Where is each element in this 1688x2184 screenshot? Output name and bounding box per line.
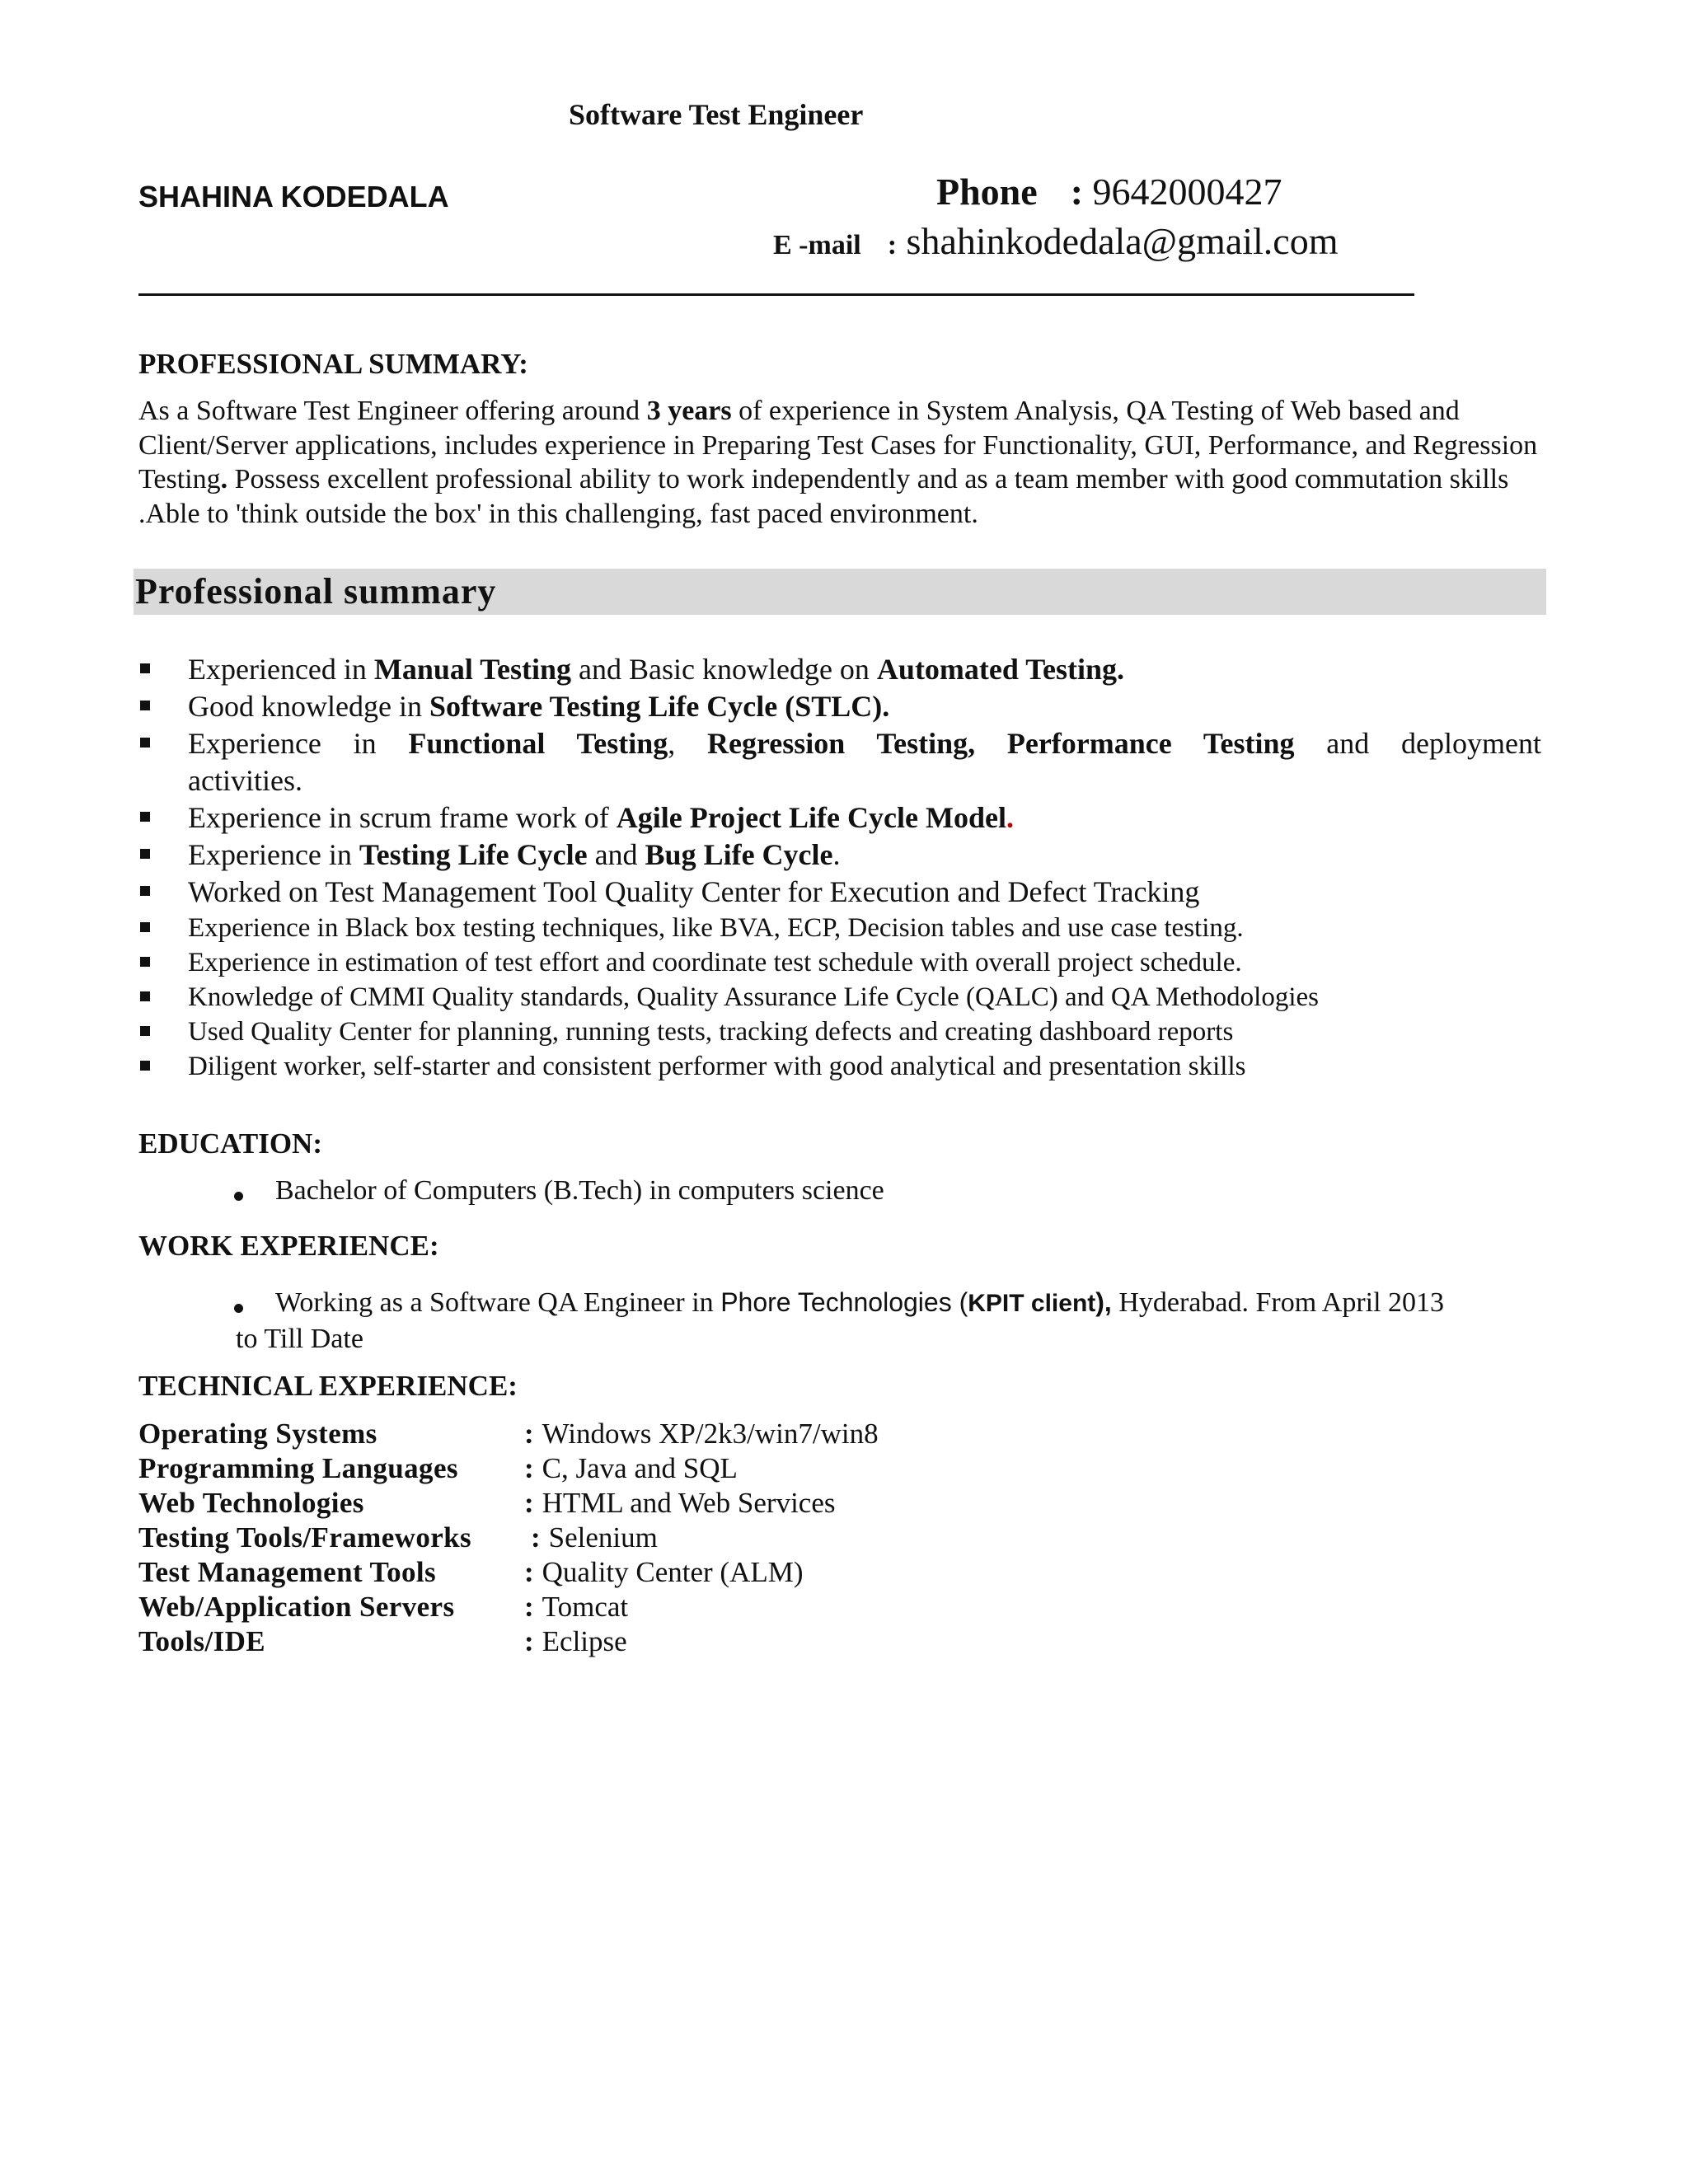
bullet-text: Experience in (188, 838, 359, 871)
education-heading: EDUCATION: (138, 1127, 322, 1160)
tech-value (524, 1591, 628, 1624)
list-item (138, 980, 1541, 1015)
bullet-bold-text: Regression Testing, Performance Testing (706, 727, 1295, 760)
bullet-text: activities. (188, 764, 302, 797)
tech-colon: : (531, 1521, 541, 1554)
phone-label: Phone (936, 171, 1038, 213)
tech-key: Programming Languages (138, 1452, 458, 1484)
work-text: Working as a Software QA Engineer in (275, 1287, 721, 1318)
tech-key: Web/Application Servers (138, 1591, 455, 1623)
square-bullet-icon (140, 701, 150, 710)
bullet-text: Knowledge of CMMI Quality standards, Quality Assurance Life Cycle (QALC) and QA Methodologies (188, 982, 1319, 1012)
tech-key: Testing Tools/Frameworks (138, 1521, 472, 1554)
square-bullet-icon (140, 812, 150, 822)
phone-colon: : (1070, 171, 1084, 213)
bullet-bold-text: Testing Life Cycle (359, 838, 588, 871)
square-bullet-icon (140, 1026, 150, 1036)
header-divider (138, 293, 1414, 296)
bullet-text: and (587, 838, 645, 871)
square-bullet-icon (140, 957, 150, 967)
work-text: Hyderabad. From April 2013 (1111, 1287, 1445, 1318)
bullet-bold-text: Software Testing Life Cycle (STLC). (429, 690, 890, 723)
email-label: E -mail (773, 230, 861, 260)
tech-colon: : (524, 1452, 534, 1484)
list-item (138, 688, 1541, 725)
summary-text-part: Possess excellent professional ability to work independently and as a team member with good commutation skills .Able to 'think outside the box' in this challenging, fast paced environment. (138, 464, 1509, 529)
bullet-text: Experience in Black box testing techniques, like BVA, ECP, Decision tables and use case testing. (188, 913, 1244, 943)
square-bullet-icon (140, 991, 150, 1001)
email-line (773, 219, 1339, 263)
client-name: KPIT client (968, 1290, 1096, 1317)
list-item (138, 1049, 1541, 1084)
tech-key: Test Management Tools (138, 1556, 437, 1588)
tech-value (524, 1556, 804, 1589)
candidate-name: SHAHINA KODEDALA (138, 180, 449, 213)
tech-colon: : (524, 1591, 534, 1623)
tech-value-text: Eclipse (542, 1625, 627, 1657)
bullet-text: Diligent worker, self-starter and consistent performer with good analytical and presentation skills (188, 1052, 1246, 1081)
tech-key: Operating Systems (138, 1418, 377, 1450)
bullet-text: Experience in estimation of test effort and coordinate test schedule with overall project schedule. (188, 948, 1242, 977)
bullet-text: Worked on Test Management Tool Quality Center for Execution and Defect Tracking (188, 875, 1200, 908)
phone-value: 9642000427 (1092, 171, 1282, 213)
bullet-text: Good knowledge in (188, 690, 429, 723)
company-name: Phore Technologies ( (720, 1287, 968, 1317)
work-text: ), (1095, 1287, 1112, 1317)
email-value: shahinkodedala@gmail.com (906, 220, 1339, 262)
bullet-bold-text: Functional Testing (408, 727, 668, 760)
professional-summary-text (138, 394, 1556, 531)
tech-value (524, 1452, 738, 1485)
technical-experience-heading: TECHNICAL EXPERIENCE: (138, 1370, 518, 1402)
tech-value-text: Selenium (548, 1521, 658, 1554)
list-item (138, 651, 1541, 688)
bullet-bold-text: Bug Life Cycle (645, 838, 833, 871)
work-experience-item (275, 1287, 1444, 1319)
tech-value-text: Tomcat (542, 1591, 629, 1623)
work-experience-item-continued: to Till Date (236, 1324, 363, 1354)
square-bullet-icon (140, 1061, 150, 1071)
education-item: Bachelor of Computers (B.Tech) in computers science (275, 1175, 884, 1206)
tech-colon: : (524, 1487, 534, 1519)
summary-text-part: As a Software Test Engineer offering around (138, 396, 647, 426)
round-bullet-icon (234, 1192, 243, 1201)
summary-years: 3 years (646, 396, 732, 426)
tech-value (524, 1418, 879, 1451)
bullet-text: Experience in (188, 727, 409, 760)
tech-colon: : (524, 1418, 534, 1450)
tech-value-text: C, Java and SQL (542, 1452, 738, 1484)
bullet-text: Experience in scrum frame work of (188, 801, 617, 834)
square-bullet-icon (140, 886, 150, 896)
summary-banner-title: Professional summary (135, 571, 497, 612)
square-bullet-icon (140, 849, 150, 859)
bullet-text: and Basic knowledge on (571, 653, 877, 686)
list-item (138, 874, 1541, 911)
bullet-text: , (668, 727, 707, 760)
list-item (138, 837, 1541, 874)
bullet-text: and deployment (1294, 727, 1541, 760)
document-title: Software Test Engineer (569, 98, 864, 131)
list-item (138, 911, 1541, 945)
square-bullet-icon (140, 738, 150, 748)
professional-summary-heading: PROFESSIONAL SUMMARY: (138, 348, 528, 380)
tech-colon: : (524, 1625, 534, 1657)
bullet-line (188, 725, 1541, 762)
bullet-text: . (832, 838, 841, 871)
bullet-bold-text: Manual Testing (373, 653, 571, 686)
bullet-bold-text: Agile Project Life Cycle Model (616, 801, 1006, 834)
tech-colon: : (524, 1556, 534, 1588)
bullet-red-period: . (1006, 801, 1014, 834)
tech-value (524, 1487, 836, 1520)
list-item (138, 799, 1541, 837)
bullet-bold-text: Automated Testing. (876, 653, 1124, 686)
bullet-text: Used Quality Center for planning, running tests, tracking defects and creating dashboard reports (188, 1017, 1234, 1047)
list-item (138, 1015, 1541, 1049)
summary-period: . (220, 464, 228, 494)
tech-value (524, 1625, 627, 1658)
square-bullet-icon (140, 922, 150, 932)
tech-value-text: Quality Center (ALM) (542, 1556, 804, 1588)
email-colon: : (887, 230, 898, 260)
phone-line (936, 170, 1282, 213)
skills-bullet-list (138, 651, 1541, 1084)
work-experience-heading: WORK EXPERIENCE: (138, 1230, 439, 1262)
list-item (138, 945, 1541, 980)
round-bullet-icon (234, 1304, 243, 1313)
tech-value-text: HTML and Web Services (542, 1487, 836, 1519)
list-item (138, 725, 1541, 799)
tech-value (531, 1521, 658, 1554)
square-bullet-icon (140, 663, 150, 673)
summary-text-part: of experience in System Analysis, QA Testing of Web based and Client/Server applications, includes experience in Preparing Test Cases for Functionality, GUI, Performance, and Regression Testing (138, 396, 1538, 494)
bullet-text: Experienced in (188, 653, 374, 686)
tech-key: Tools/IDE (138, 1625, 266, 1657)
tech-key: Web Technologies (138, 1487, 364, 1519)
tech-value-text: Windows XP/2k3/win7/win8 (542, 1418, 879, 1450)
